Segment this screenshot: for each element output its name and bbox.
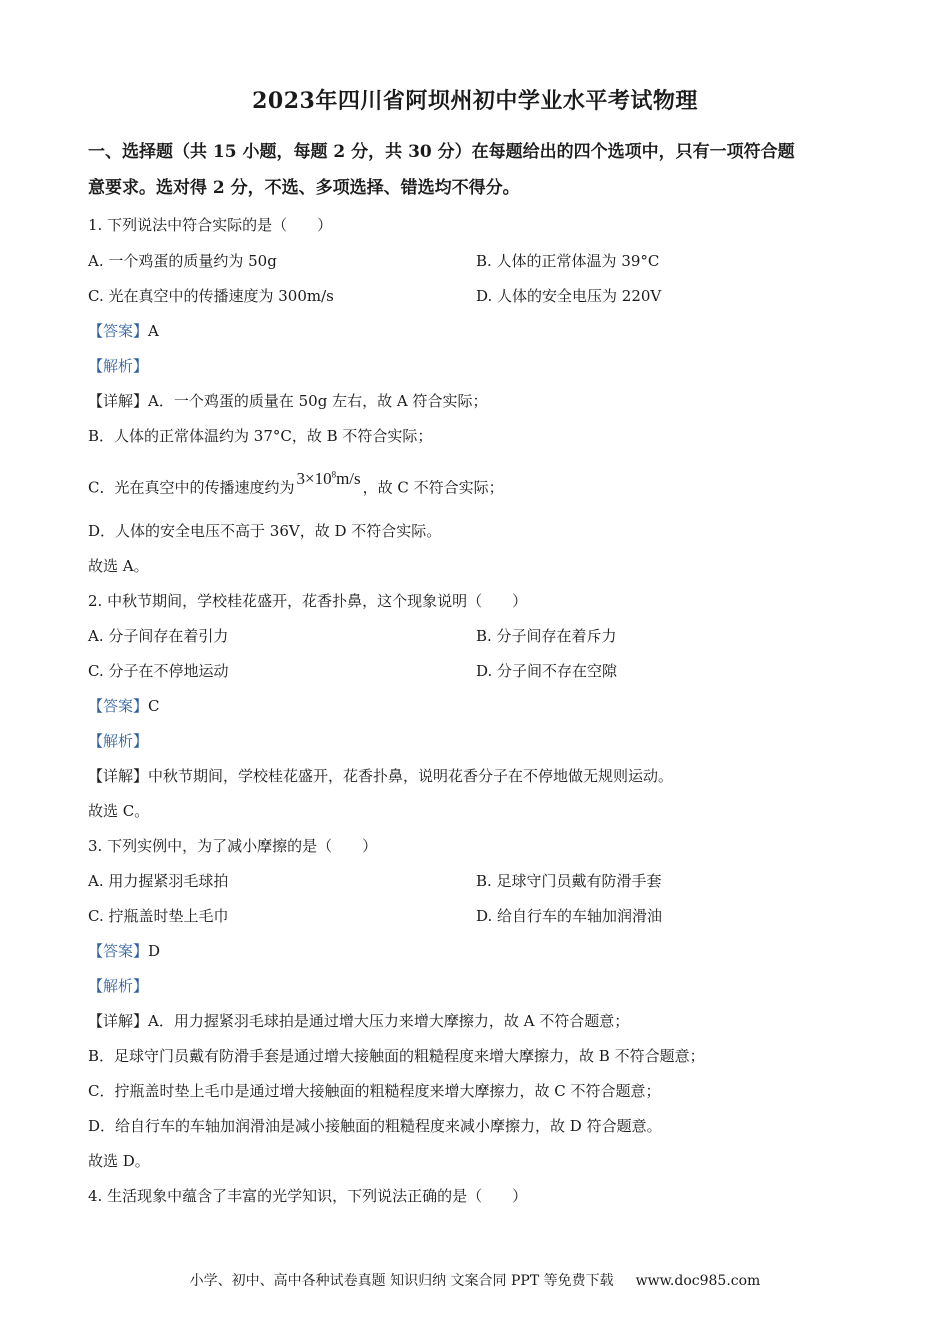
q1-option-d: D. 人体的安全电压为 220V [476, 287, 662, 305]
q1-detail-d: D．人体的安全电压不高于 36V，故 D 不符合实际。 [88, 522, 442, 540]
q1-answer [88, 321, 159, 341]
q2-option-c: C. 分子在不停地运动 [88, 662, 229, 680]
page-title: 2023年四川省阿坝州初中学业水平考试物理 [252, 88, 698, 114]
section-heading-line1: 一、选择题（共 15 小题，每题 2 分，共 30 分）在每题给出的四个选项中，只有一项符合题 [88, 142, 795, 162]
detail-label: 【详解】 [88, 1012, 149, 1030]
q1-option-c: C. 光在真空中的传播速度为 300m/s [88, 287, 334, 305]
q2-stem: 2. 中秋节期间，学校桂花盛开，花香扑鼻，这个现象说明（ ） [88, 592, 528, 610]
detail-label: 【详解】 [88, 392, 149, 410]
q3-detail-b: B．足球守门员戴有防滑手套是通过增大接触面的粗糙程度来增大摩擦力，故 B 不符合题意； [88, 1047, 705, 1065]
q3-detail-a: 【详解】A．用力握紧羽毛球拍是通过增大压力来增大摩擦力，故 A 不符合题意； [88, 1012, 630, 1030]
q3-detail-c: C．拧瓶盖时垫上毛巾是通过增大接触面的粗糙程度来增大摩擦力，故 C 不符合题意； [88, 1082, 661, 1100]
answer-label: 【答案】 [88, 942, 149, 960]
q2-detail: 【详解】中秋节期间，学校桂花盛开，花香扑鼻，说明花香分子在不停地做无规则运动。 [88, 767, 674, 785]
q1-answer-value: A [148, 322, 159, 340]
answer-label: 【答案】 [88, 322, 149, 340]
q1-conclusion: 故选 A。 [88, 557, 149, 575]
detail-label: 【详解】 [88, 767, 149, 785]
q3-option-c: C. 拧瓶盖时垫上毛巾 [88, 907, 229, 925]
q2-analysis [88, 731, 148, 751]
q4-stem: 4. 生活现象中蕴含了丰富的光学知识，下列说法正确的是（ ） [88, 1187, 528, 1205]
q3-option-d: D. 给自行车的车轴加润滑油 [476, 907, 663, 925]
q3-option-b: B. 足球守门员戴有防滑手套 [476, 872, 662, 890]
q1-option-a: A. 一个鸡蛋的质量约为 50g [88, 252, 277, 270]
section-heading-line2: 意要求。选对得 2 分，不选、多项选择、错选均不得分。 [88, 178, 520, 198]
q3-answer [88, 941, 160, 961]
q1-detail-c: C．光在真空中的传播速度约为 $3\times 10^8m/s$ ，故 C 不符合实际； [88, 468, 504, 497]
q2-option-d: D. 分子间不存在空隙 [476, 662, 618, 680]
q1-analysis [88, 356, 148, 376]
footer-text: 小学、初中、高中各种试卷真题 知识归纳 文案合同 PPT 等免费下载 [189, 1273, 614, 1289]
q3-analysis [88, 976, 148, 996]
q1-option-b: B. 人体的正常体温为 39°C [476, 252, 660, 270]
q2-answer-value: C [148, 697, 160, 715]
q3-option-a: A. 用力握紧羽毛球拍 [88, 872, 229, 890]
page-footer [0, 1270, 950, 1290]
q2-option-a: A. 分子间存在着引力 [88, 627, 229, 645]
q1-detail-b: B．人体的正常体温约为 37°C，故 B 不符合实际； [88, 427, 433, 445]
q2-option-b: B. 分子间存在着斥力 [476, 627, 617, 645]
q1-stem: 1. 下列说法中符合实际的是（ ） [88, 216, 333, 234]
footer-url[interactable]: www.doc985.com [635, 1273, 761, 1289]
q3-answer-value: D [148, 942, 161, 960]
q3-stem: 3. 下列实例中，为了减小摩擦的是（ ） [88, 837, 378, 855]
q2-answer [88, 696, 160, 716]
analysis-label: 【解析】 [88, 977, 149, 995]
answer-label: 【答案】 [88, 697, 149, 715]
q3-conclusion: 故选 D。 [88, 1152, 150, 1170]
q2-conclusion: 故选 C。 [88, 802, 150, 820]
speed-of-light-formula: $3\times 10^8m/s$ [296, 468, 361, 488]
q3-detail-d: D．给自行车的车轴加润滑油是减小接触面的粗糙程度来减小摩擦力，故 D 符合题意。 [88, 1117, 662, 1135]
analysis-label: 【解析】 [88, 357, 149, 375]
analysis-label: 【解析】 [88, 732, 149, 750]
q1-detail-a: 【详解】A．一个鸡蛋的质量在 50g 左右，故 A 符合实际； [88, 392, 488, 410]
